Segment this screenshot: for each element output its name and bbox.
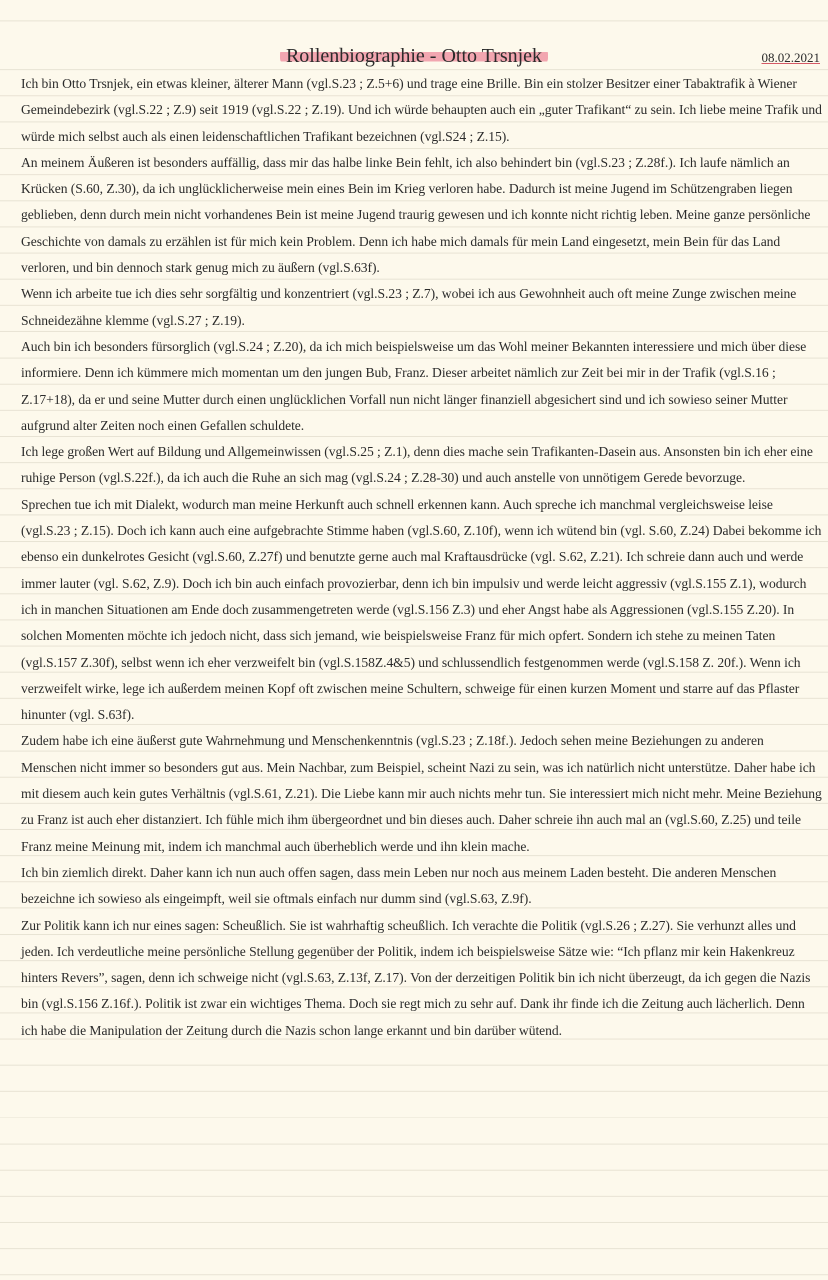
title-container <box>0 46 828 66</box>
paragraph: Wenn ich arbeite tue ich dies sehr sorgfältig und konzentriert (vgl.S.23 ; Z.7), wobei ich aus Gewohnheit auch oft meine Zunge zwischen meine Schneidezähne klemme (vgl.S.27 ; Z.19). <box>21 286 797 328</box>
document-date: 08.02.2021 <box>761 50 820 65</box>
paragraph: Ich bin Otto Trsnjek, ein etwas kleiner, älterer Mann (vgl.S.23 ; Z.5+6) und trage eine Brille. Bin ein stolzer Besitzer einer Tabaktrafik à Wiener Gemeindebezirk (vgl.S.22 ; Z.9) seit 1919 (vgl.S.22 ; Z.19). Und ich würde behaupten auch ein „guter Trafikant“ zu sein. Ich liebe meine Trafik und würde mich selbst auch als einen leidenschaftlichen Trafikant bezeichnen (vgl.S24 ; Z.15). <box>21 76 822 144</box>
paragraph: Auch bin ich besonders fürsorglich (vgl.S.24 ; Z.20), da ich mich beispielsweise um das Wohl meiner Bekannten interessiere und mich über diese informiere. Denn ich kümmere mich momentan um den jungen Bub, Franz. Dieser arbeitet nämlich zur Zeit bei mir in der Trafik (vgl.S.16 ; Z.17+18), da er und seine Mutter durch einen unglücklichen Vorfall nun nicht länger finanziell abgesichert sind und ich sowieso seiner Mutter aufgrund alter Zeiten noch einen Gefallen schuldete. <box>21 338 807 433</box>
paragraph: Zur Politik kann ich nur eines sagen: Scheußlich. Sie ist wahrhaftig scheußlich. Ich verachte die Politik (vgl.S.26 ; Z.27). Sie verhunzt alles und jeden. Ich verdeutliche meine persönliche Stellung gegenüber der Politik, indem ich beispielsweise Sätze wie: “Ich pflanz mir kein Hakenkreuz hinters Revers”, sagen, denn ich schweige nicht (vgl.S.63, Z.13f, Z.17). Von der derzeitigen Politik bin ich nicht überzeugt, da ich gegen die Nazis bin (vgl.S.156 Z.16f.). Politik ist zwar ein wichtiges Thema. Doch sie regt mich zu sehr auf. Dank ihr finde ich die Zeitung auch lächerlich. Denn ich habe die Manipulation der Zeitung durch die Nazis schon lange erkannt und bin darüber wütend. <box>21 917 811 1038</box>
paragraph: Sprechen tue ich mit Dialekt, wodurch man meine Herkunft auch schnell erkennen kann. Auch spreche ich manchmal vergleichsweise leise (vgl.S.23 ; Z.15). Doch ich kann auch eine aufgebrachte Stimme haben (vgl.S.60, Z.10f), wenn ich wütend bin (vgl. S.60, Z.24) Dabei bekomme ich ebenso ein dunkelrotes Gesicht (vgl.S.60, Z.27f) und benutzte gerne auch mal Kraftausdrücke (vgl. S.62, Z.21). Ich schreie dann auch und werde immer lauter (vgl. S.62, Z.9). Doch ich bin auch einfach provozierbar, denn ich bin impulsiv und werde leicht aggressiv (vgl.S.155 Z.1), wodurch ich in manchen Situationen am Ende doch zusammengetreten werde (vgl.S.156 Z.3) und eher Angst habe als Aggressionen (vgl.S.155 Z.20). In solchen Momenten möchte ich jedoch nicht, dass sich jemand, wie beispielsweise Franz für mich opfert. Sondern ich stehe zu meinen Taten (vgl.S.157 Z.30f), selbst wenn ich eher verzweifelt bin (vgl.S.158Z.4&5) und schlussendlich festgenommen werde (vgl.S.158 Z. 20f.). Wenn ich verzweifelt wirke, lege ich außerdem meinen Kopf oft zwischen meine Schultern, schweige für einen kurzen Moment und starre auf das Pflaster hinunter (vgl. S.63f). <box>21 496 822 723</box>
page-title: Rollenbiographie - Otto Trsnjek <box>280 46 548 66</box>
paragraph: Ich bin ziemlich direkt. Daher kann ich nun auch offen sagen, dass mein Leben nur noch aus meinem Laden besteht. Die anderen Menschen bezeichne ich sowieso als eingeimpft, weil sie oftmals einfach nur dumm sind (vgl.S.63, Z.9f). <box>21 864 777 907</box>
paragraph: An meinem Äußeren ist besonders auffällig, dass mir das halbe linke Bein fehlt, ich also behindert bin (vgl.S.23 ; Z.28f.). Ich laufe nämlich an Krücken (S.60, Z.30), da ich unglücklicherweise mein eines Bein im Krieg verloren habe. Dadurch ist meine Jugend im Schützengraben liegen geblieben, denn durch mein nicht vorhandenes Bein ist meine Jugend traurig gewesen und ich konnte nicht richtig leben. Meine ganze persönliche Geschichte von damals zu erzählen ist für mich kein Problem. Denn ich habe mich damals für mein Land eingesetzt, mein Bein für das Land verloren, und bin dennoch stark genug mich zu äußern (vgl.S.63f). <box>21 154 811 276</box>
paragraph: Zudem habe ich eine äußerst gute Wahrnehmung und Menschenkenntnis (vgl.S.23 ; Z.18f.). Jedoch sehen meine Beziehungen zu anderen Menschen nicht immer so besonders gut aus. Mein Nachbar, zum Beispiel, scheint Nazi zu sein, was ich natürlich nicht unterstütze. Daher habe ich mit diesem auch kein gutes Verhältnis (vgl.S.61, Z.21). Die Liebe kann mir auch nichts mehr tun. Sie interessiert mich nicht mehr. Meine Beziehung zu Franz ist auch eher distanziert. Ich fühle mich ihm übergeordnet und bin dieses auch. Daher schreie ihn auch mal an (vgl.S.60, Z.25) und teile Franz meine Meinung mit, indem ich manchmal auch überheblich werde und ihn klein mache. <box>21 733 822 854</box>
paragraph: Ich lege großen Wert auf Bildung und Allgemeinwissen (vgl.S.25 ; Z.1), denn dies mache sein Trafikanten-Dasein aus. Ansonsten bin ich eher eine ruhige Person (vgl.S.22f.), da ich auch die Ruhe an sich mag (vgl.S.24 ; Z.28-30) und auch anstelle von unnötigem Gerede bevorzuge. <box>21 444 813 486</box>
document-body <box>21 71 822 1044</box>
